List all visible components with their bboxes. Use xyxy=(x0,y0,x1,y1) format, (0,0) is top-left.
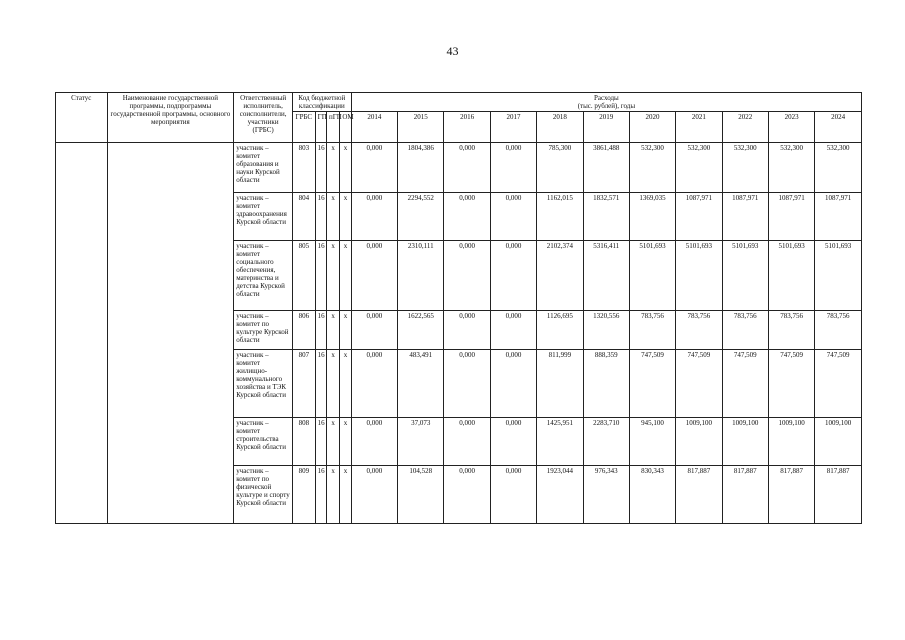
value-cell: 0,000 xyxy=(351,193,397,241)
value-cell: 830,343 xyxy=(629,466,675,524)
page-number: 43 xyxy=(446,44,459,58)
gp-cell: 16 xyxy=(315,311,326,350)
value-cell: 783,756 xyxy=(768,311,814,350)
value-cell: 0,000 xyxy=(490,418,536,466)
value-cell: 5101,693 xyxy=(676,241,722,311)
value-cell: 817,887 xyxy=(676,466,722,524)
header-year: 2019 xyxy=(583,112,629,143)
gp-cell: 16 xyxy=(315,193,326,241)
gp-cell: 16 xyxy=(315,350,326,418)
value-cell: 1832,571 xyxy=(583,193,629,241)
value-cell: 783,756 xyxy=(676,311,722,350)
value-cell: 1425,951 xyxy=(537,418,583,466)
value-cell: 747,509 xyxy=(676,350,722,418)
om-cell: х xyxy=(340,418,351,466)
budget-table xyxy=(55,92,862,524)
value-cell: 0,000 xyxy=(351,466,397,524)
executor-cell: участник – комитет по физической культуре и спорту Курской области xyxy=(234,466,293,524)
gp-cell: 16 xyxy=(315,466,326,524)
executor-cell: участник – комитет здравоохранения Курской области xyxy=(234,193,293,241)
value-cell: 976,343 xyxy=(583,466,629,524)
value-cell: 785,300 xyxy=(537,143,583,193)
value-cell: 5101,693 xyxy=(815,241,862,311)
value-cell: 0,000 xyxy=(351,350,397,418)
value-cell: 0,000 xyxy=(444,418,490,466)
value-cell: 3861,488 xyxy=(583,143,629,193)
value-cell: 5101,693 xyxy=(722,241,768,311)
value-cell: 532,300 xyxy=(676,143,722,193)
gp-cell: 16 xyxy=(315,143,326,193)
value-cell: 0,000 xyxy=(490,311,536,350)
value-cell: 888,359 xyxy=(583,350,629,418)
header-year: 2018 xyxy=(537,112,583,143)
name-cell xyxy=(107,143,234,524)
table-row xyxy=(56,143,862,193)
value-cell: 1009,100 xyxy=(815,418,862,466)
value-cell: 817,887 xyxy=(768,466,814,524)
value-cell: 2102,374 xyxy=(537,241,583,311)
value-cell: 811,999 xyxy=(537,350,583,418)
header-year: 2021 xyxy=(676,112,722,143)
value-cell: 2283,710 xyxy=(583,418,629,466)
status-cell xyxy=(56,143,108,524)
value-cell: 1369,035 xyxy=(629,193,675,241)
value-cell: 783,756 xyxy=(815,311,862,350)
value-cell: 2310,111 xyxy=(398,241,444,311)
header-year: 2022 xyxy=(722,112,768,143)
value-cell: 1009,100 xyxy=(676,418,722,466)
value-cell: 5101,693 xyxy=(629,241,675,311)
value-cell: 747,509 xyxy=(722,350,768,418)
value-cell: 1126,695 xyxy=(537,311,583,350)
header-expenses-title: Расходы xyxy=(593,94,619,102)
executor-cell: участник – комитет строительства Курской области xyxy=(234,418,293,466)
header-gp: ГП xyxy=(315,112,326,143)
value-cell: 532,300 xyxy=(768,143,814,193)
header-budget-code: Код бюджетной классификации xyxy=(292,93,351,112)
value-cell: 1320,556 xyxy=(583,311,629,350)
om-cell: х xyxy=(340,143,351,193)
value-cell: 0,000 xyxy=(444,193,490,241)
pgp-cell: х xyxy=(326,193,339,241)
header-grbs: ГРБС xyxy=(292,112,315,143)
value-cell: 747,509 xyxy=(815,350,862,418)
value-cell: 1162,015 xyxy=(537,193,583,241)
value-cell: 817,887 xyxy=(722,466,768,524)
om-cell: х xyxy=(340,241,351,311)
value-cell: 0,000 xyxy=(351,311,397,350)
executor-cell: участник – комитет по культуре Курской области xyxy=(234,311,293,350)
value-cell: 0,000 xyxy=(351,418,397,466)
gp-cell: 16 xyxy=(315,418,326,466)
grbs-cell: 804 xyxy=(292,193,315,241)
value-cell: 0,000 xyxy=(490,193,536,241)
value-cell: 1087,971 xyxy=(815,193,862,241)
pgp-cell: х xyxy=(326,311,339,350)
value-cell: 1009,100 xyxy=(768,418,814,466)
value-cell: 5101,693 xyxy=(768,241,814,311)
pgp-cell: х xyxy=(326,466,339,524)
value-cell: 532,300 xyxy=(815,143,862,193)
value-cell: 0,000 xyxy=(351,241,397,311)
value-cell: 0,000 xyxy=(444,311,490,350)
om-cell: х xyxy=(340,311,351,350)
value-cell: 0,000 xyxy=(490,466,536,524)
value-cell: 945,100 xyxy=(629,418,675,466)
om-cell: х xyxy=(340,350,351,418)
value-cell: 483,491 xyxy=(398,350,444,418)
pgp-cell: х xyxy=(326,350,339,418)
value-cell: 37,073 xyxy=(398,418,444,466)
grbs-cell: 806 xyxy=(292,311,315,350)
value-cell: 5316,411 xyxy=(583,241,629,311)
header-executor: Ответственный исполнитель, соисполнители, участники (ГРБС) xyxy=(234,93,293,143)
grbs-cell: 805 xyxy=(292,241,315,311)
grbs-cell: 803 xyxy=(292,143,315,193)
pgp-cell: х xyxy=(326,241,339,311)
value-cell: 1009,100 xyxy=(722,418,768,466)
value-cell: 1087,971 xyxy=(676,193,722,241)
value-cell: 0,000 xyxy=(490,241,536,311)
value-cell: 104,528 xyxy=(398,466,444,524)
value-cell: 532,300 xyxy=(629,143,675,193)
header-year: 2015 xyxy=(398,112,444,143)
value-cell: 0,000 xyxy=(444,241,490,311)
grbs-cell: 809 xyxy=(292,466,315,524)
value-cell: 532,300 xyxy=(722,143,768,193)
value-cell: 1087,971 xyxy=(768,193,814,241)
header-year: 2014 xyxy=(351,112,397,143)
pgp-cell: х xyxy=(326,143,339,193)
value-cell: 747,509 xyxy=(629,350,675,418)
value-cell: 2294,552 xyxy=(398,193,444,241)
header-expenses-unit: (тыс. рублей), годы xyxy=(577,102,636,110)
header-om: ОМ xyxy=(340,112,351,143)
header-status: Статус xyxy=(56,93,108,143)
value-cell: 0,000 xyxy=(351,143,397,193)
grbs-cell: 807 xyxy=(292,350,315,418)
value-cell: 1923,044 xyxy=(537,466,583,524)
executor-cell: участник – комитет образования и науки Курской области xyxy=(234,143,293,193)
grbs-cell: 808 xyxy=(292,418,315,466)
header-year: 2016 xyxy=(444,112,490,143)
executor-cell: участник – комитет социального обеспечения, материнства и детства Курской области xyxy=(234,241,293,311)
header-expenses xyxy=(351,93,861,112)
value-cell: 783,756 xyxy=(629,311,675,350)
header-year: 2023 xyxy=(768,112,814,143)
header-year: 2017 xyxy=(490,112,536,143)
value-cell: 1804,386 xyxy=(398,143,444,193)
value-cell: 0,000 xyxy=(490,350,536,418)
value-cell: 817,887 xyxy=(815,466,862,524)
header-year: 2020 xyxy=(629,112,675,143)
value-cell: 0,000 xyxy=(444,350,490,418)
value-cell: 0,000 xyxy=(490,143,536,193)
om-cell: х xyxy=(340,466,351,524)
gp-cell: 16 xyxy=(315,241,326,311)
executor-cell: участник – комитет жилищно-коммунального хозяйства и ТЭК Курской области xyxy=(234,350,293,418)
value-cell: 0,000 xyxy=(444,143,490,193)
header-year: 2024 xyxy=(815,112,862,143)
value-cell: 1622,565 xyxy=(398,311,444,350)
value-cell: 0,000 xyxy=(444,466,490,524)
value-cell: 1087,971 xyxy=(722,193,768,241)
value-cell: 747,509 xyxy=(768,350,814,418)
value-cell: 783,756 xyxy=(722,311,768,350)
header-name: Наименование государственной программы, подпрограммы государственной программы, основного мероприятия xyxy=(107,93,234,143)
om-cell: х xyxy=(340,193,351,241)
pgp-cell: х xyxy=(326,418,339,466)
header-pgp: пГП xyxy=(326,112,339,143)
